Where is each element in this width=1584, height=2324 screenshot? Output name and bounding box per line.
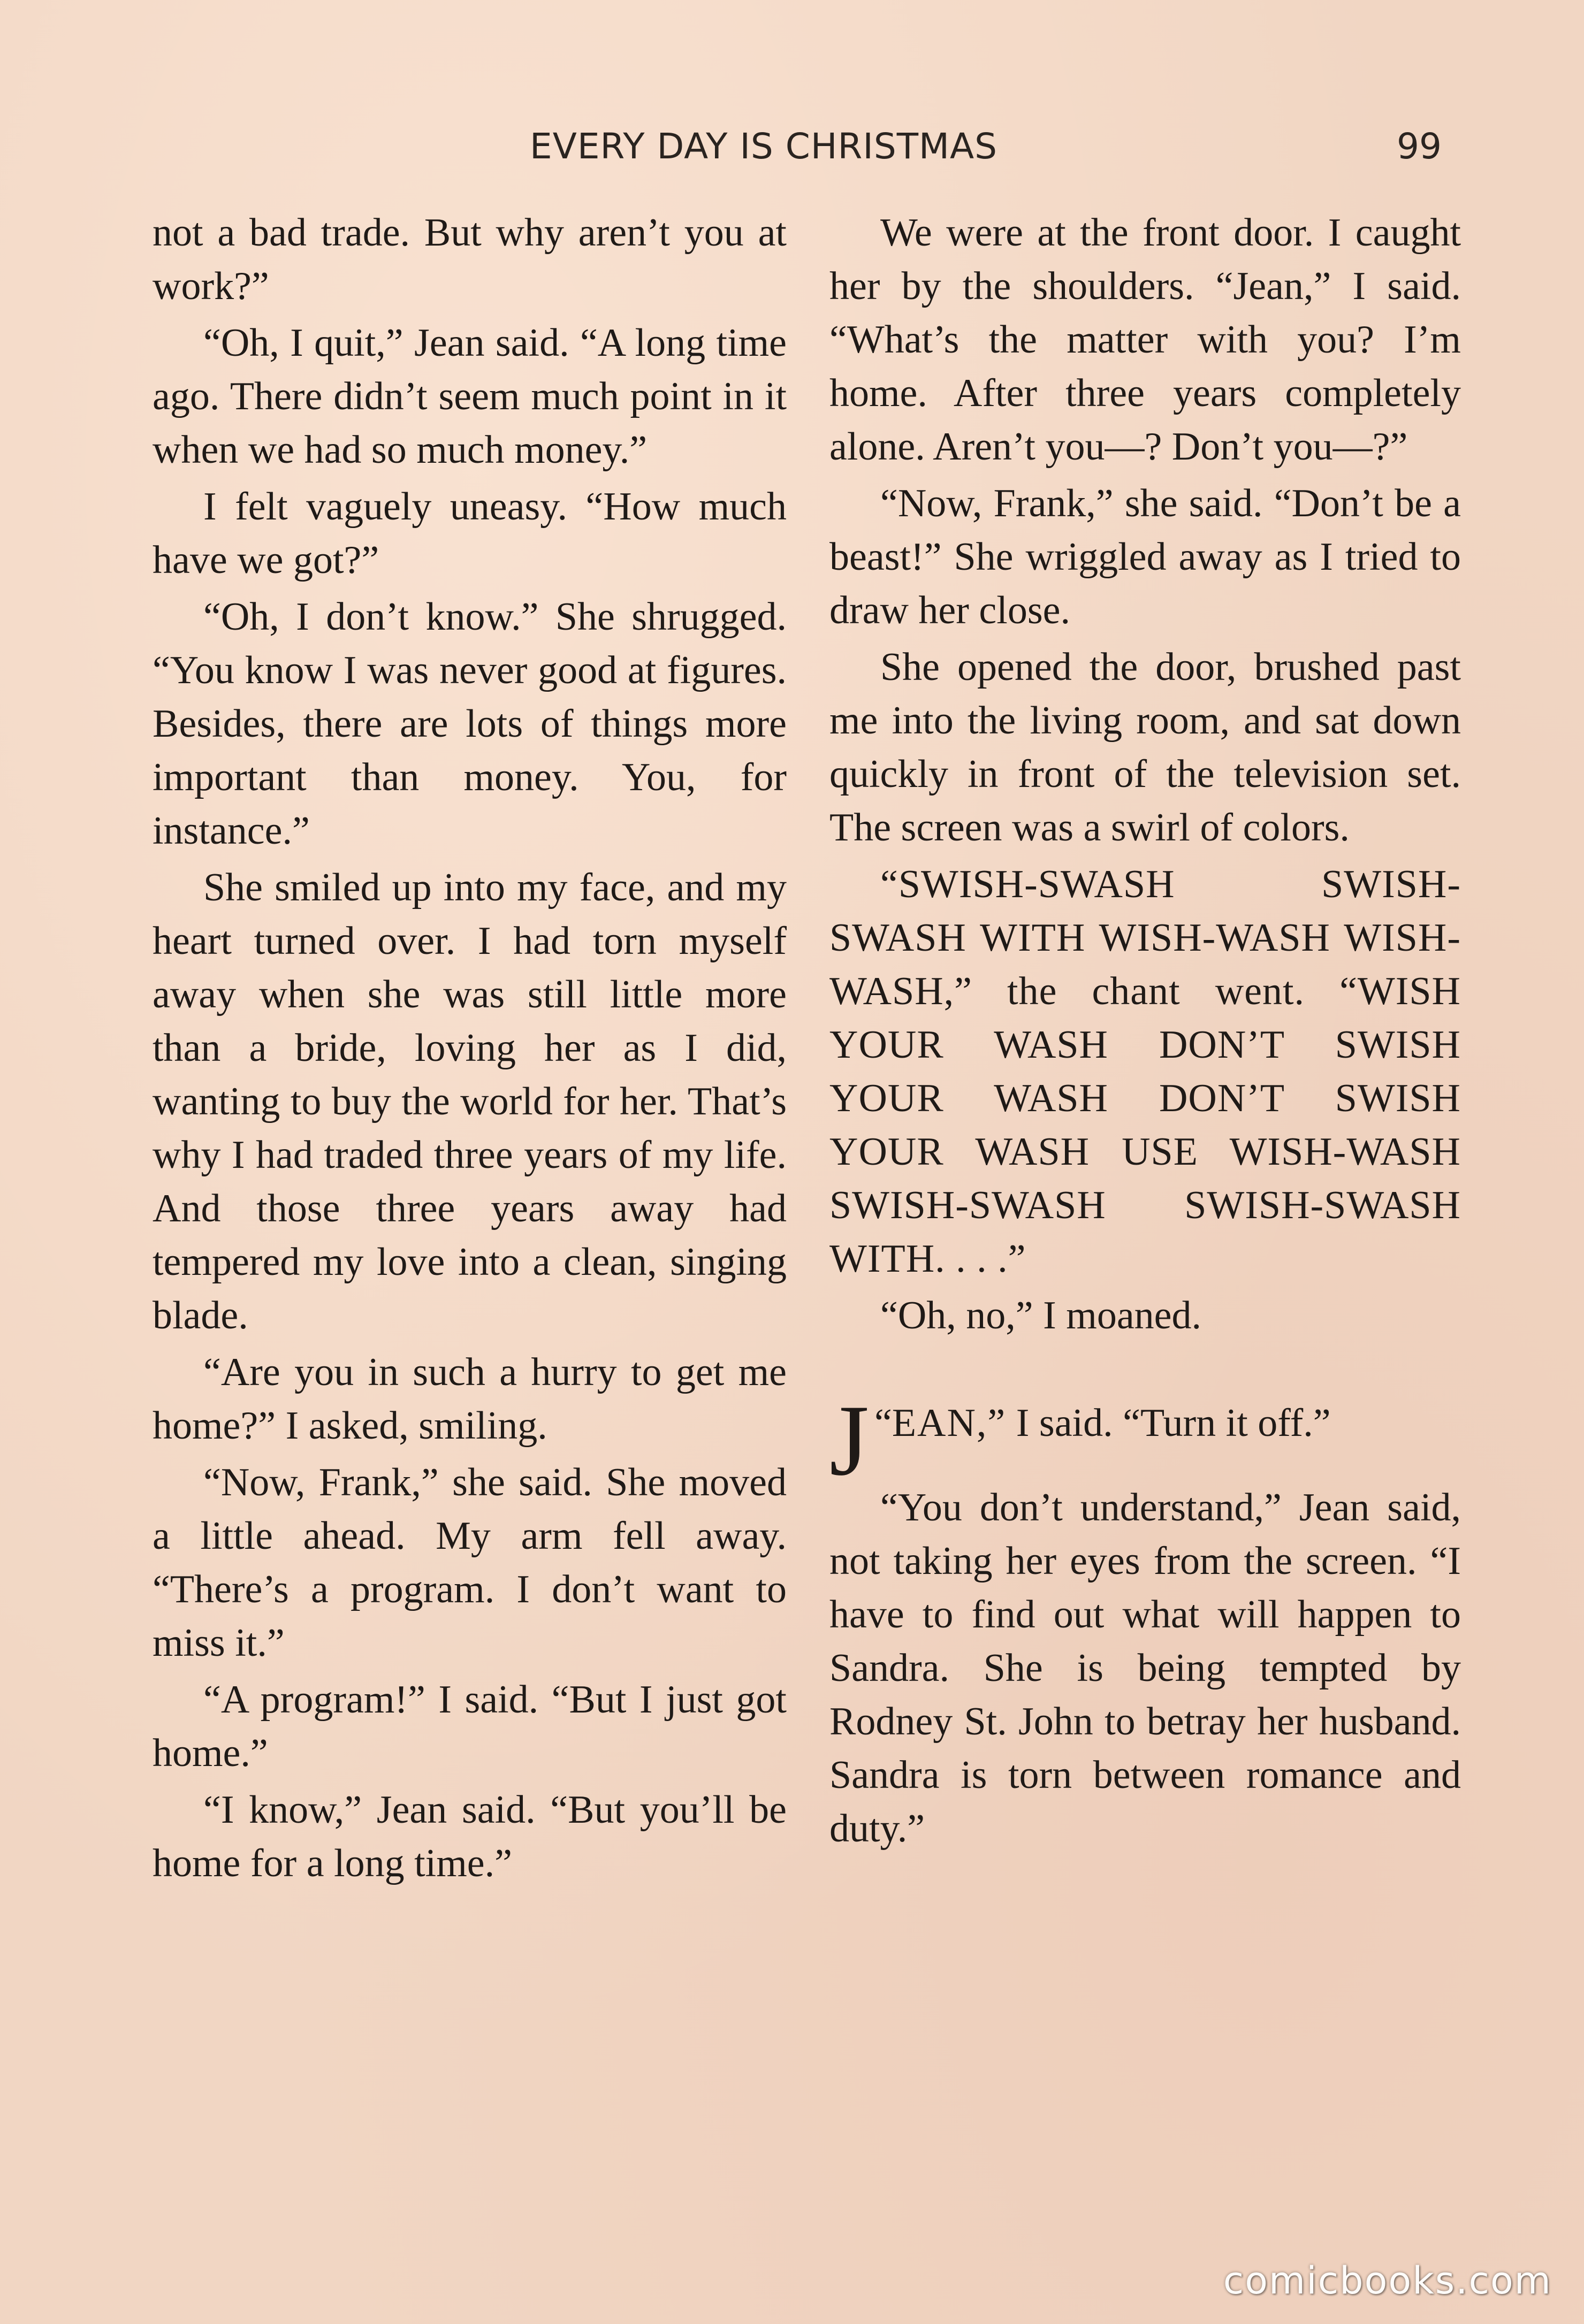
paragraph: I felt vaguely uneasy. “How much have we got?” [153, 485, 787, 582]
paragraph: “You don’t understand,” Jean said, not taking her eyes from the screen. “I have to find out what will happen to Sandra. She is being tempted by Rodney St. John to betray her husband. Sandra is torn between romance and duty.” [829, 1486, 1461, 1851]
left-text-column [153, 206, 787, 1893]
drop-cap-open-quote: “ [874, 1401, 892, 1445]
running-title: EVERY DAY IS CHRISTMAS [530, 126, 998, 167]
drop-cap-letter: J [829, 1385, 869, 1497]
right-text-column [829, 206, 1461, 1859]
paragraph: She smiled up into my face, and my heart turned over. I had torn myself away when she was still little more than a bride, loving her as I did, wanting to buy the world for her. That’s why I had traded three years of my life. And those three years away had tempered my love into a clean, singing blade. [153, 866, 787, 1337]
paragraph: She opened the door, brushed past me into the living room, and sat down quickly in front of the television set. The screen was a swirl of colors. [829, 645, 1461, 850]
paragraph: “SWISH-SWASH SWISH-SWASH WITH WISH-WASH WISH-WASH,” the chant went. “WISH YOUR WASH DON’T SWISH YOUR WASH DON’T SWISH YOUR WASH USE WISH-WASH SWISH-SWASH SWISH-SWASH WITH. . . .” [829, 862, 1461, 1281]
drop-cap-paragraph [829, 1385, 1461, 1497]
paragraph: “Oh, I don’t know.” She shrugged. “You know I was never good at figures. Besides, there are lots of things more important than money. You, for instance.” [153, 595, 787, 853]
section-break [829, 1346, 1461, 1396]
paragraph: not a bad trade. But why aren’t you at work?” [153, 211, 787, 308]
paragraph: “Now, Frank,” she said. She moved a little ahead. My arm fell away. “There’s a program. I don’t want to miss it.” [153, 1461, 787, 1665]
paragraph: We were at the front door. I caught her by the shoulders. “Jean,” I said. “What’s the matter with you? I’m home. After three years completely alone. Aren’t you—? Don’t you—?” [829, 211, 1461, 469]
drop-cap-continuation: EAN,” [892, 1401, 1007, 1445]
drop-cap-paragraph-text: I said. “Turn it off.” [1006, 1401, 1331, 1445]
paragraph: “Oh, no,” I moaned. [880, 1294, 1202, 1337]
paragraph: “Now, Frank,” she said. “Don’t be a beast!” She wriggled away as I tried to draw her close. [829, 481, 1461, 632]
paragraph: “I know,” Jean said. “But you’ll be home for a long time.” [153, 1788, 787, 1885]
paragraph: “Are you in such a hurry to get me home?” I asked, smiling. [153, 1350, 787, 1448]
page-number: 99 [1397, 126, 1442, 167]
site-watermark: comicbooks.com [1223, 2259, 1552, 2303]
paragraph: “Oh, I quit,” Jean said. “A long time ago. There didn’t seem much point in it when we had so much money.” [153, 321, 787, 472]
paragraph: “A program!” I said. “But I just got home.” [153, 1678, 787, 1775]
